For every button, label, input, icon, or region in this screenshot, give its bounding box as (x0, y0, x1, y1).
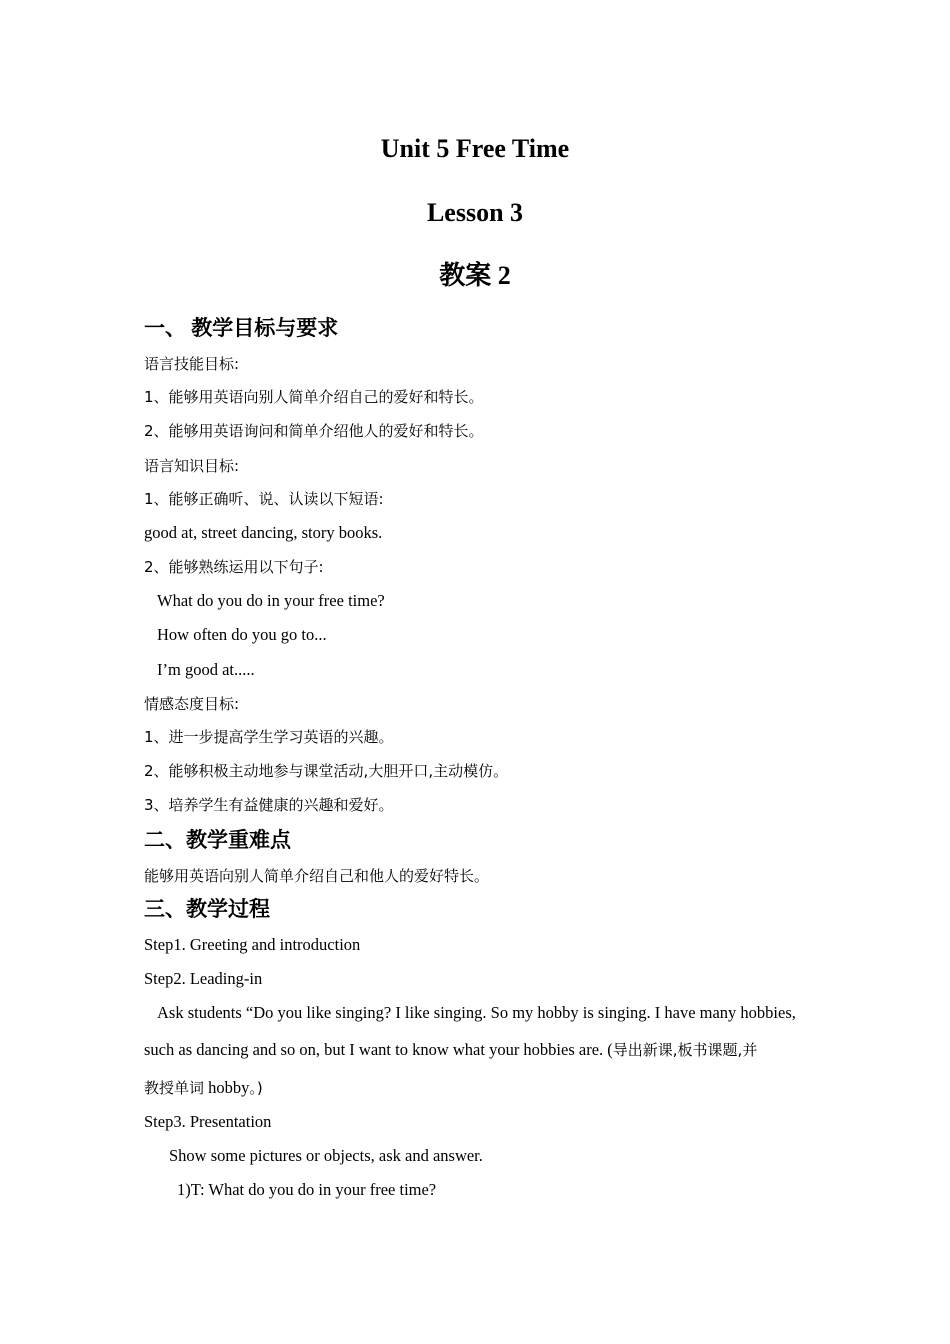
knowledge-item-1: 1、能够正确听、说、认读以下短语: (144, 490, 384, 508)
step-2-text-line-3-end: 。) (249, 1079, 263, 1097)
unit-title: Unit 5 Free Time (380, 134, 570, 163)
sentence-2: How often do you go to... (157, 625, 327, 644)
emotion-label: 情感态度目标: (144, 695, 240, 713)
step-2-text-line-2 (144, 1040, 757, 1060)
step-1: Step1. Greeting and introduction (144, 935, 361, 954)
skill-item-1: 1、能够用英语向别人简单介绍自己的爱好和特长。 (144, 388, 484, 406)
step-3-item-1: 1)T: What do you do in your free time? (177, 1180, 437, 1199)
skill-item-2: 2、能够用英语询问和简单介绍他人的爱好和特长。 (144, 422, 484, 440)
section-heading-objectives: 一、 教学目标与要求 (144, 316, 339, 340)
sentence-1: What do you do in your free time? (157, 591, 385, 610)
step-2: Step2. Leading-in (144, 969, 263, 988)
phrases-line: good at, street dancing, story books. (144, 523, 383, 542)
step-3: Step3. Presentation (144, 1112, 272, 1131)
step-2-text-line-3 (144, 1078, 263, 1098)
step-3-text: Show some pictures or objects, ask and answer. (169, 1146, 483, 1165)
key-points-content: 能够用英语向别人简单介绍自己和他人的爱好特长。 (144, 867, 490, 885)
step-2-text-line-3-en: hobby (204, 1078, 250, 1097)
plan-title: 教案 2 (439, 261, 511, 290)
emotion-item-3: 3、培养学生有益健康的兴趣和爱好。 (144, 796, 394, 814)
emotion-item-1: 1、进一步提高学生学习英语的兴趣。 (144, 728, 394, 746)
language-knowledge-label: 语言知识目标: (144, 457, 240, 475)
step-2-text-line-1: Ask students “Do you like singing? I like singing. So my hobby is singing. I have many hobbies, (157, 1003, 796, 1022)
step-2-text-line-2-en: such as dancing and so on, but I want to know what your hobbies are. ( (144, 1040, 613, 1059)
emotion-item-2: 2、能够积极主动地参与课堂活动,大胆开口,主动模仿。 (144, 762, 509, 780)
lesson-title: Lesson 3 (426, 198, 524, 227)
step-2-text-line-3-cn: 教授单词 (144, 1079, 205, 1097)
section-heading-key-points: 二、教学重难点 (144, 828, 291, 852)
language-skill-label: 语言技能目标: (144, 355, 240, 373)
sentence-3: I’m good at..... (157, 660, 255, 679)
knowledge-item-2: 2、能够熟练运用以下句子: (144, 558, 324, 576)
section-heading-process: 三、教学过程 (144, 897, 270, 921)
step-2-text-line-2-cn: 导出新课,板书课题,并 (612, 1041, 758, 1059)
